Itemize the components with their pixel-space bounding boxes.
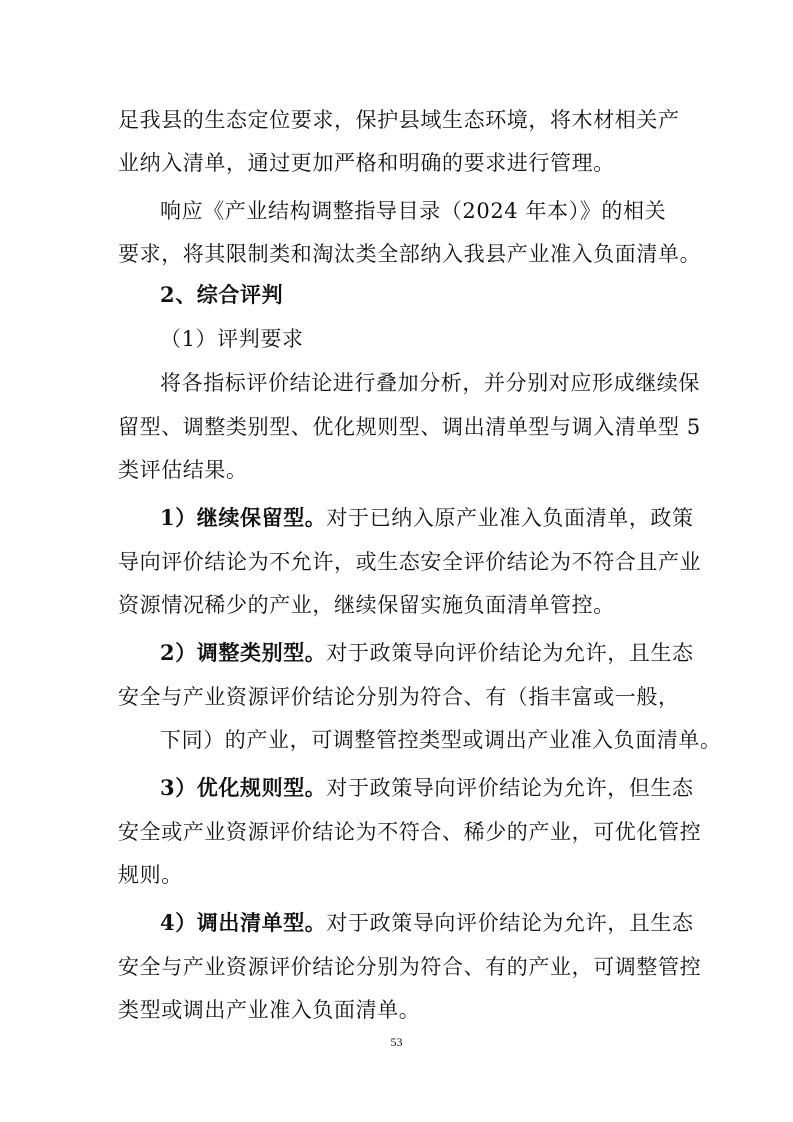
text-line: 类型或调出产业准入负面清单。 (118, 998, 421, 1022)
text-line: 下同）的产业，可调整管控类型或调出产业准入负面清单。 (160, 728, 722, 752)
list-item-first-line: 1）继续保留型。对于已纳入原产业准入负面清单，政策 (160, 505, 694, 530)
paragraph-first-line: 响应《产业结构调整指导目录（2024 年本）》的相关 (160, 199, 667, 223)
text-line: 类评估结果。 (118, 458, 248, 482)
text-line: 资源情况稀少的产业，继续保留实施负面清单管控。 (118, 593, 615, 617)
list-item-title: 1）继续保留型。 (160, 505, 327, 530)
list-item-title: 3）优化规则型。 (160, 775, 327, 800)
list-item-first-line: 2）调整类别型。对于政策导向评价结论为允许，且生态 (160, 640, 694, 665)
page-number: 53 (390, 1035, 403, 1049)
text-line: 安全与产业资源评价结论分别为符合、有（指丰富或一般， (118, 685, 680, 709)
list-item-title: 4）调出清单型。 (160, 910, 327, 935)
list-item-first-line: 4）调出清单型。对于政策导向评价结论为允许，且生态 (160, 910, 694, 935)
text-line: 足我县的生态定位要求，保护县域生态环境，将木材相关产 (118, 108, 680, 132)
list-item-first-line: 3）优化规则型。对于政策导向评价结论为允许，但生态 (160, 775, 694, 800)
subsection-heading: （1）评判要求 (160, 327, 304, 351)
paragraph-first-line: 将各指标评价结论进行叠加分析，并分别对应形成继续保 (160, 371, 700, 395)
text-line: 安全与产业资源评价结论分别为符合、有的产业，可调整管控 (118, 955, 702, 979)
list-item-title: 2）调整类别型。 (160, 640, 327, 665)
text-line: 安全或产业资源评价结论为不符合、稀少的产业，可优化管控 (118, 820, 702, 844)
text-line: 业纳入清单，通过更加严格和明确的要求进行管理。 (118, 151, 615, 175)
text-line: 导向评价结论为不允许，或生态安全评价结论为不符合且产业 (118, 550, 702, 574)
text-line: 规则。 (118, 863, 183, 887)
section-heading: 2、综合评判 (160, 282, 284, 307)
text-line: 留型、调整类别型、优化规则型、调出清单型与调入清单型 5 (118, 415, 701, 439)
text-line: 要求，将其限制类和淘汰类全部纳入我县产业准入负面清单。 (118, 242, 702, 266)
